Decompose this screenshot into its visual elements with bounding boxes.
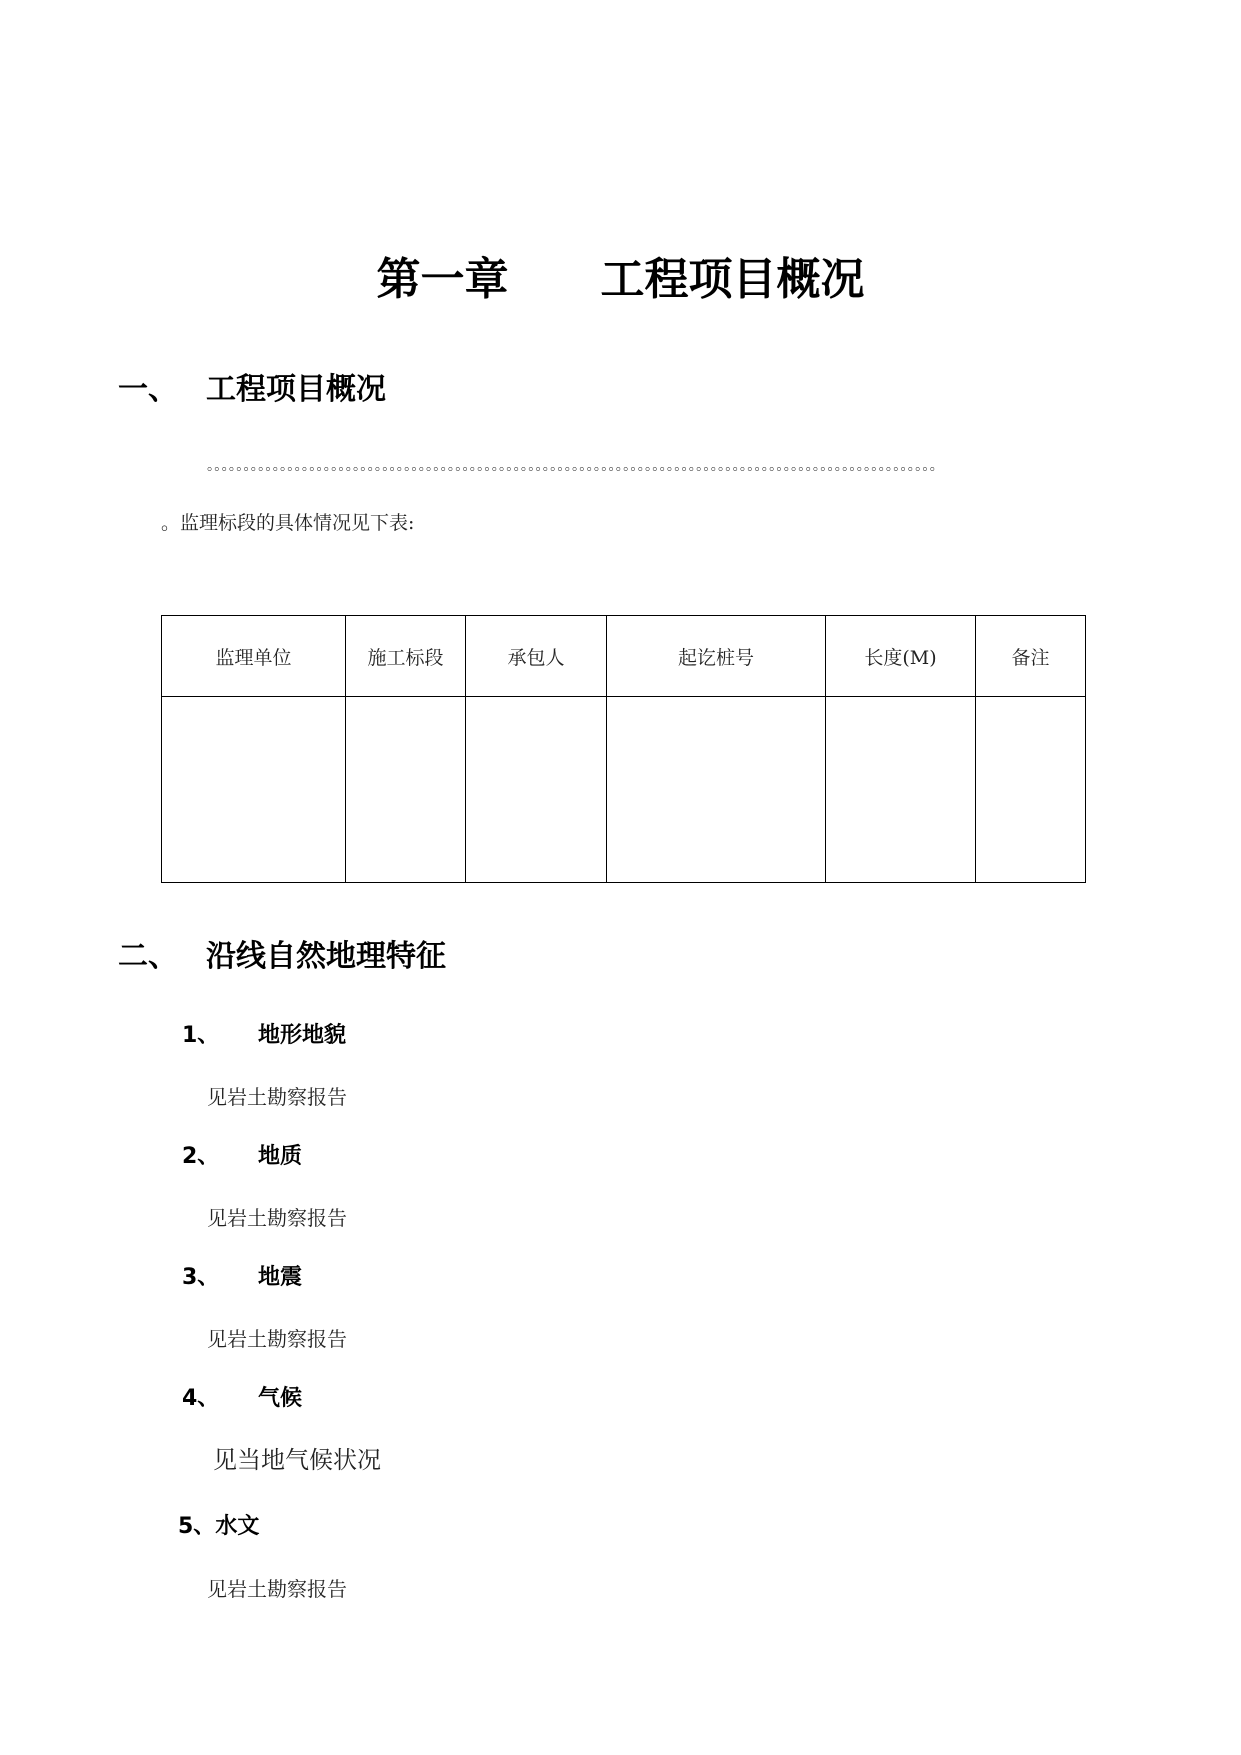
intro-paragraph: 。监理标段的具体情况见下表: [161,512,415,534]
table-header-row [162,616,1086,697]
subsection-title: 水文 [215,1514,260,1539]
subsection-2-heading [182,1142,582,1172]
subsection-title: 气候 [258,1386,303,1411]
chapter-title [0,252,1241,308]
subsection-number: 3、 [182,1265,220,1290]
subsection-title: 地形地貌 [258,1023,347,1048]
table-header-cell: 起讫桩号 [607,616,826,697]
subsection-5-text: 见岩土勘察报告 [207,1577,347,1601]
subsection-2-text: 见岩土勘察报告 [207,1206,347,1230]
subsection-number: 5、 [178,1514,216,1539]
section-1-heading [118,370,718,410]
table-cell [607,697,826,883]
table-header-cell: 备注 [976,616,1086,697]
supervision-table [161,615,1086,883]
table-header-cell: 承包人 [466,616,607,697]
table-cell [466,697,607,883]
table-cell [826,697,976,883]
table-header-cell: 施工标段 [346,616,466,697]
subsection-number: 1、 [182,1023,220,1048]
subsection-number: 4、 [182,1386,220,1411]
subsection-3-heading [182,1263,582,1293]
section-1-title: 工程项目概况 [206,372,386,407]
section-2-number: 二、 [118,939,178,974]
table-header-cell: 长度(M) [826,616,976,697]
subsection-4-text: 见当地气候状况 [213,1446,381,1474]
section-2-heading [118,937,818,977]
subsection-5-heading [178,1512,259,1542]
subsection-3-text: 见岩土勘察报告 [207,1327,347,1351]
section-2-title: 沿线自然地理特征 [206,939,446,974]
subsection-number: 2、 [182,1144,220,1169]
subsection-title: 地质 [258,1144,303,1169]
chapter-number: 第一章 [376,254,509,305]
table-cell [346,697,466,883]
subsection-title: 地震 [258,1265,303,1290]
section-1-number: 一、 [118,372,178,407]
dotted-placeholder-line: 。。。。。。。。。。。。。。。。。。。。。。。。。。。。。。。。。。。。。。。。。。。。。。。。。。。。。。。。。。。。。。。。。。。。。。。。。。。。。。。。。。。。。。。。。。。。。。。。。。。。 [207,458,944,474]
chapter-title-text: 工程项目概况 [600,254,865,305]
table-cell [976,697,1086,883]
table-row [162,697,1086,883]
subsection-4-heading [182,1384,582,1414]
table-header-cell: 监理单位 [162,616,346,697]
subsection-1-heading [182,1021,582,1051]
subsection-1-text: 见岩土勘察报告 [207,1085,347,1109]
table-cell [162,697,346,883]
